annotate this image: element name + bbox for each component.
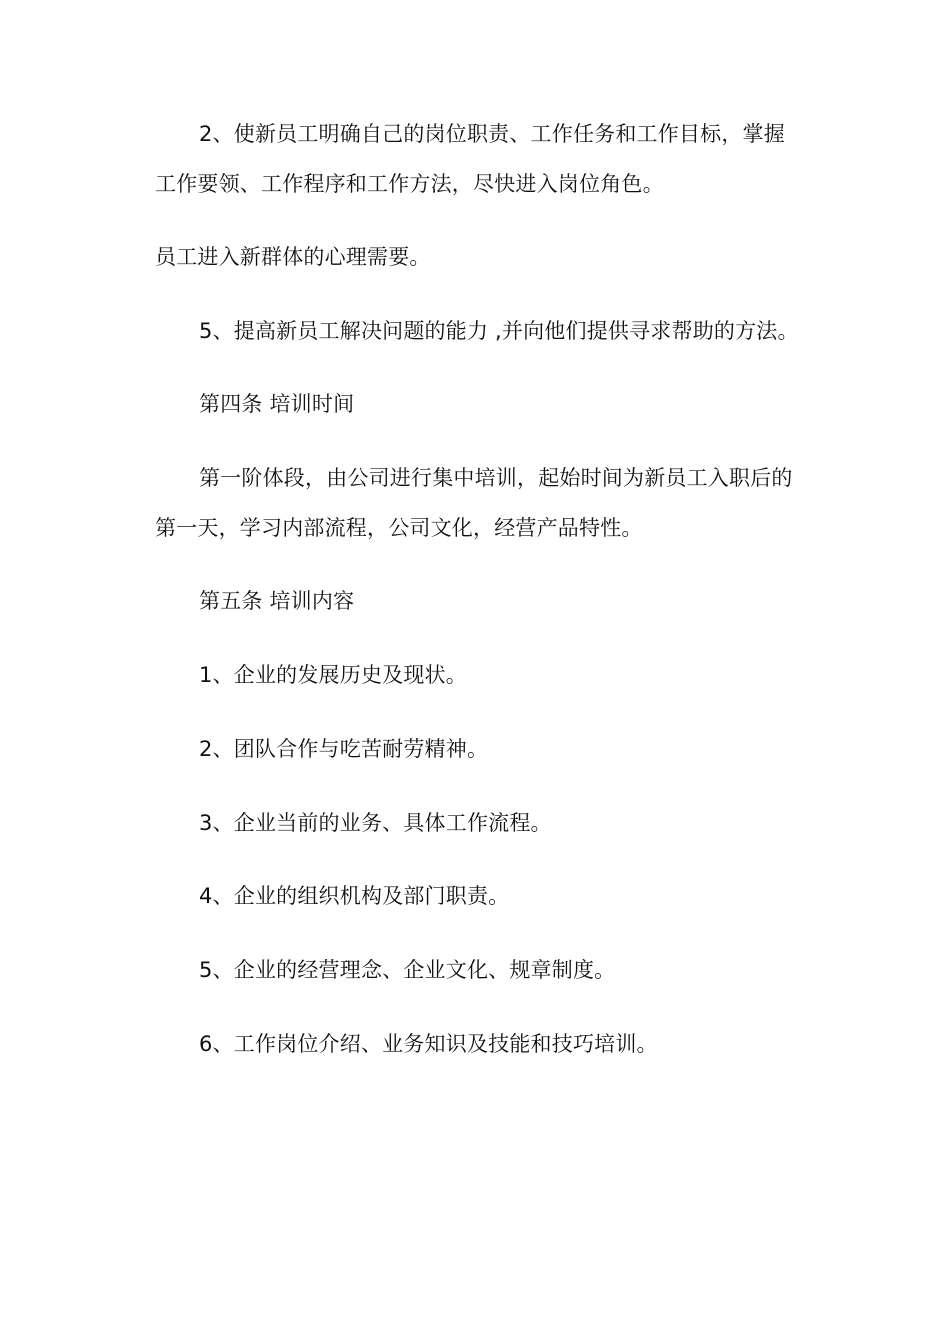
list-item: 6、工作岗位介绍、业务知识及技能和技巧培训。 [199,1032,658,1056]
list-item: 5、企业的经营理念、企业文化、规章制度。 [199,958,616,982]
paragraph-line: 员工进入新群体的心理需要。 [155,245,431,269]
paragraph-line: 2、使新员工明确自己的岗位职责、工作任务和工作目标，掌握 [199,122,785,146]
list-item: 2、团队合作与吃苦耐劳精神。 [199,737,489,761]
paragraph-line: 第一阶体段，由公司进行集中培训，起始时间为新员工入职后的 [199,466,793,490]
section-heading: 第四条 培训时间 [199,392,355,416]
paragraph-line: 第一天，学习内部流程，公司文化，经营产品特性。 [155,516,643,540]
section-heading: 第五条 培训内容 [199,589,355,613]
list-item: 3、企业当前的业务、具体工作流程。 [199,811,552,835]
paragraph-line: 工作要领、工作程序和工作方法，尽快进入岗位角色。 [155,172,664,196]
list-item: 1、企业的发展历史及现状。 [199,663,467,687]
paragraph-line: 5、提高新员工解决问题的能力 ,并向他们提供寻求帮助的方法。 [199,319,799,343]
list-item: 4、企业的组织机构及部门职责。 [199,884,510,908]
